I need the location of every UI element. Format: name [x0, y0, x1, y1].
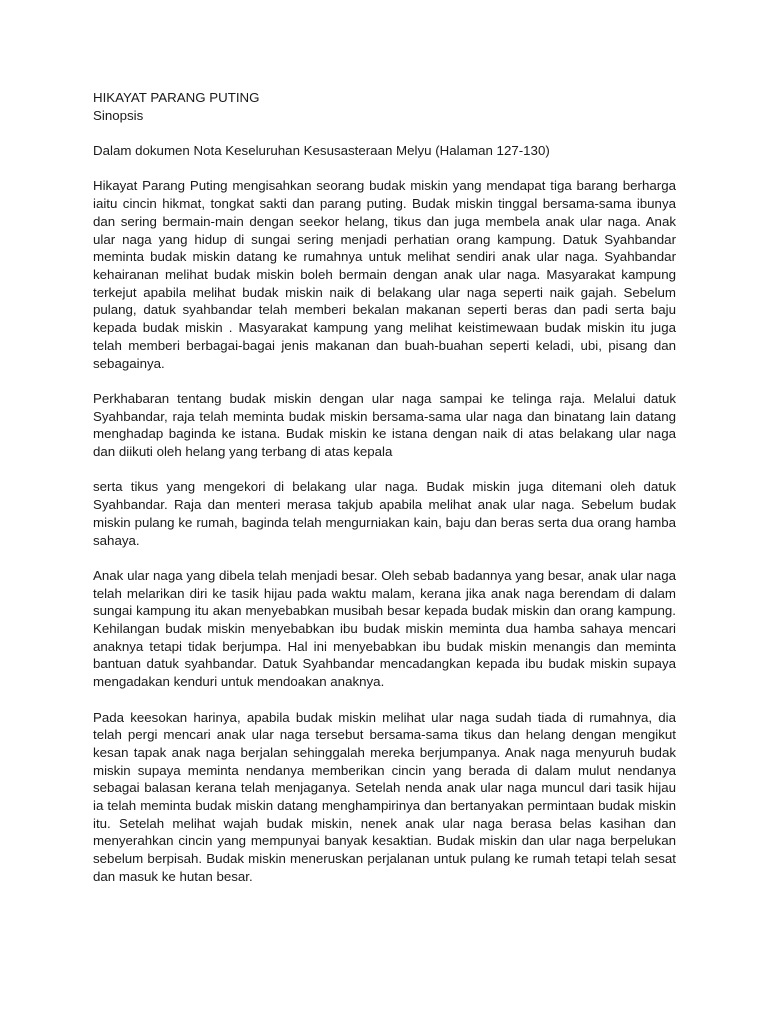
- paragraph-4: Anak ular naga yang dibela telah menjadi besar. Oleh sebab badannya yang besar, anak ular naga telah melarikan diri ke tasik hijau pada waktu malam, kerana jika anak naga berendam di dalam sungai kampung itu akan menyebabkan musibah besar kepada budak miskin dan orang kampung. Kehilangan budak miskin menyebabkan ibu budak miskin meminta dua hamba sahaya mencari anaknya tetapi tidak berjumpa. Hal ini menyebabkan ibu budak miskin menangis dan meminta bantuan datuk syahbandar. Datuk Syahbandar mencadangkan kepada ibu budak miskin supaya mengadakan kenduri untuk mendoakan anaknya.: [93, 567, 676, 690]
- paragraph-5: Pada keesokan harinya, apabila budak miskin melihat ular naga sudah tiada di rumahnya, dia telah pergi mencari anak ular naga tersebut bersama-sama tikus dan helang dengan mengikut kesan tapak anak naga berjalan sehinggalah mereka berjumpanya. Anak naga menyuruh budak miskin supaya meminta nendanya memberikan cincin yang berada di dalam mulut nendanya sebagai balasan kerana telah menjaganya. Setelah nenda anak ular naga muncul dari tasik hijau ia telah meminta budak miskin datang menghampirinya dan bertanyakan permintaan budak miskin itu. Setelah melihat wajah budak miskin, nenek anak ular naga berasa belas kasihan dan menyerahkan cincin yang mempunyai banyak kesaktian. Budak miskin dan ular naga berpelukan sebelum berpisah. Budak miskin meneruskan perjalanan untuk pulang ke rumah tetapi telah sesat dan masuk ke hutan besar.: [93, 709, 676, 884]
- document-header: [93, 89, 676, 124]
- document-page: [93, 89, 676, 903]
- paragraph-3: serta tikus yang mengekori di belakang ular naga. Budak miskin juga ditemani oleh datuk Syahbandar. Raja dan menteri merasa takjub apabila melihat anak ular naga. Sebelum budak miskin pulang ke rumah, baginda telah mengurniakan kain, baju dan beras serta dua orang hamba sahaya.: [93, 479, 676, 548]
- document-title: HIKAYAT PARANG PUTING: [93, 90, 260, 105]
- source-reference: Dalam dokumen Nota Keseluruhan Kesusasteraan Melyu (Halaman 127-130): [93, 143, 550, 159]
- document-subtitle: Sinopsis: [93, 107, 144, 123]
- paragraph-1: Hikayat Parang Puting mengisahkan seorang budak miskin yang mendapat tiga barang berharga iaitu cincin hikmat, tongkat sakti dan parang puting. Budak miskin tinggal bersama-sama ibunya dan sering bermain-main dengan seekor helang, tikus dan juga membela anak ular naga. Anak ular naga yang hidup di sungai sering menjadi perhatian orang kampung. Datuk Syahbandar meminta budak miskin datang ke rumahnya untuk melihat sendiri anak ular naga. Syahbandar kehairanan melihat budak miskin boleh bermain dengan anak ular naga. Masyarakat kampung terkejut apabila melihat budak miskin naik di belakang ular naga seperti naik gajah. Sebelum pulang, datuk syahbandar telah memberi bekalan makanan seperti beras dan padi serta baju kepada budak miskin . Masyarakat kampung yang melihat keistimewaan budak miskin itu juga telah memberi berbagai-bagai jenis makanan dan buah-buahan seperti keladi, ubi, pisang dan sebagainya.: [93, 178, 676, 371]
- paragraph-2: Perkhabaran tentang budak miskin dengan ular naga sampai ke telinga raja. Melalui datuk Syahbandar, raja telah meminta budak miskin bersama-sama ular naga dan binatang lain datang menghadap baginda ke istana. Budak miskin ke istana dengan naik di atas belakang ular naga dan diikuti oleh helang yang terbang di atas kepala: [93, 390, 676, 460]
